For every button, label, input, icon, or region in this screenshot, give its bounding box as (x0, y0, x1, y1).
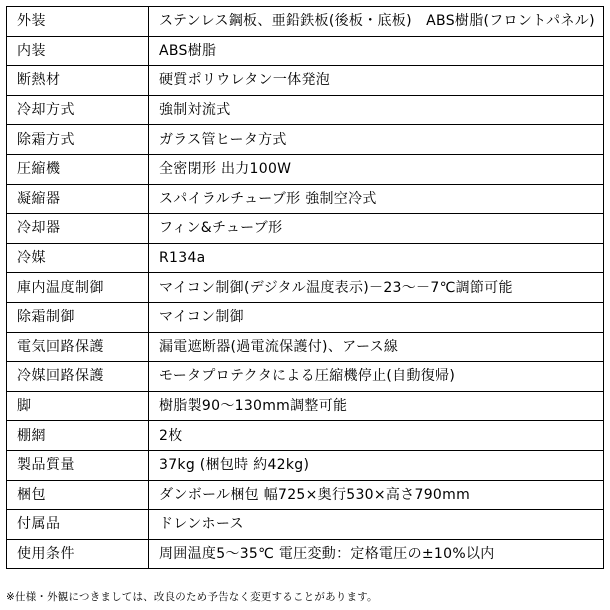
spec-table-body (7, 7, 604, 569)
spec-value: 漏電遮断器(過電流保護付)、アース線 (149, 332, 604, 362)
spec-row-cooling-method (7, 95, 604, 125)
spec-label: 圧縮機 (7, 154, 149, 184)
spec-row-condenser (7, 184, 604, 214)
spec-table (6, 6, 604, 569)
spec-label: 冷却器 (7, 214, 149, 244)
spec-row-evaporator (7, 214, 604, 244)
spec-label: 電気回路保護 (7, 332, 149, 362)
spec-value: R134a (149, 243, 604, 273)
spec-value: マイコン制御(デジタル温度表示)－23～－7℃調節可能 (149, 273, 604, 303)
spec-value: モータプロテクタによる圧縮機停止(自動復帰) (149, 362, 604, 392)
spec-row-compressor (7, 154, 604, 184)
spec-label: 冷媒 (7, 243, 149, 273)
spec-label: 棚網 (7, 421, 149, 451)
spec-value: マイコン制御 (149, 302, 604, 332)
spec-row-product-weight (7, 450, 604, 480)
spec-label: 付属品 (7, 510, 149, 540)
spec-label: 凝縮器 (7, 184, 149, 214)
spec-value: 2枚 (149, 421, 604, 451)
spec-row-packaging (7, 480, 604, 510)
spec-row-accessories (7, 510, 604, 540)
spec-value: フィン&チューブ形 (149, 214, 604, 244)
spec-row-insulation (7, 66, 604, 96)
spec-label: 断熱材 (7, 66, 149, 96)
spec-label: 除霜制御 (7, 302, 149, 332)
spec-label: 製品質量 (7, 450, 149, 480)
spec-row-refrigerant-protection (7, 362, 604, 392)
spec-value: ABS樹脂 (149, 36, 604, 66)
spec-value: ダンボール梱包 幅725×奥行530×高さ790mm (149, 480, 604, 510)
spec-label: 梱包 (7, 480, 149, 510)
spec-value: 周囲温度5～35℃ 電圧変動：定格電圧の±10%以内 (149, 539, 604, 569)
spec-row-temperature-control (7, 273, 604, 303)
spec-row-refrigerant (7, 243, 604, 273)
spec-value: ステンレス鋼板、亜鉛鉄板(後板・底板) ABS樹脂(フロントパネル) (149, 7, 604, 37)
spec-label: 外装 (7, 7, 149, 37)
spec-row-defrost-control (7, 302, 604, 332)
spec-label: 冷媒回路保護 (7, 362, 149, 392)
spec-row-legs (7, 391, 604, 421)
spec-label: 内装 (7, 36, 149, 66)
spec-row-electrical-protection (7, 332, 604, 362)
spec-label: 使用条件 (7, 539, 149, 569)
footnote: ※仕様・外観につきましては、改良のため予告なく変更することがあります。 (6, 591, 378, 603)
spec-row-exterior (7, 7, 604, 37)
spec-row-operating-conditions (7, 539, 604, 569)
spec-value: ガラス管ヒータ方式 (149, 125, 604, 155)
spec-value: ドレンホース (149, 510, 604, 540)
spec-value: スパイラルチューブ形 強制空冷式 (149, 184, 604, 214)
spec-label: 脚 (7, 391, 149, 421)
spec-row-defrost-method (7, 125, 604, 155)
spec-label: 除霜方式 (7, 125, 149, 155)
spec-value: 37kg (梱包時 約42kg) (149, 450, 604, 480)
spec-value: 強制対流式 (149, 95, 604, 125)
spec-row-interior (7, 36, 604, 66)
spec-row-shelves (7, 421, 604, 451)
spec-value: 樹脂製90～130mm調整可能 (149, 391, 604, 421)
spec-value: 全密閉形 出力100W (149, 154, 604, 184)
spec-label: 庫内温度制御 (7, 273, 149, 303)
spec-label: 冷却方式 (7, 95, 149, 125)
spec-value: 硬質ポリウレタン一体発泡 (149, 66, 604, 96)
